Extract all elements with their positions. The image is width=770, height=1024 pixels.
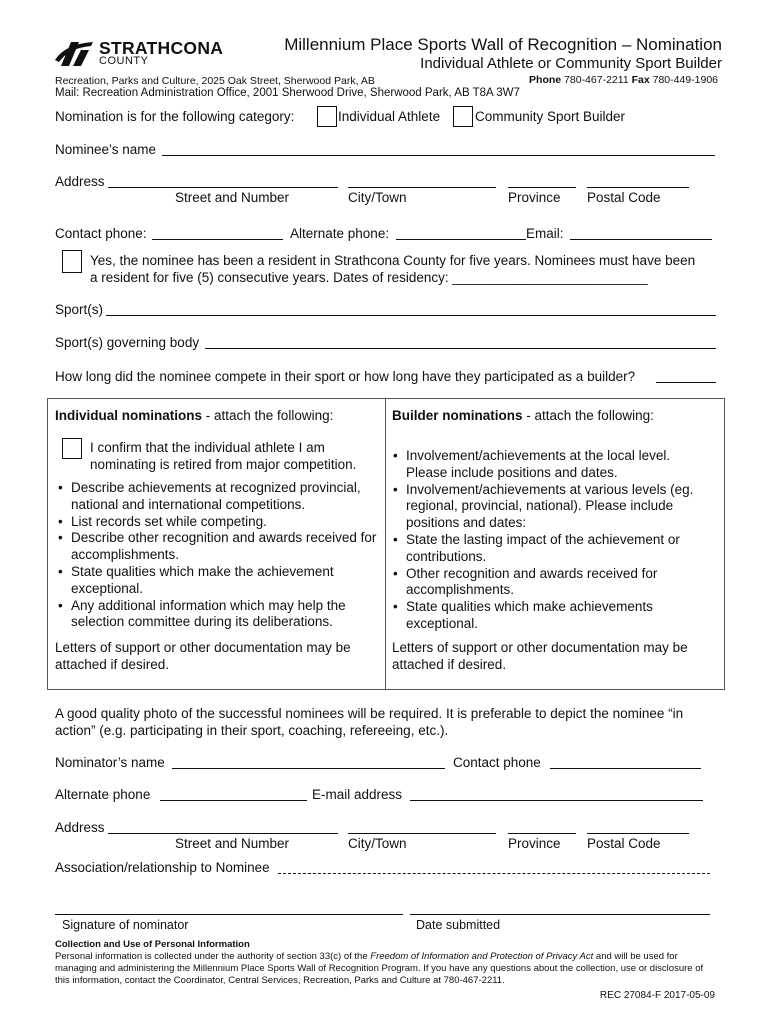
residency-text-line1: Yes, the nominee has been a resident in Strathcona County for five years. Nominees must have been (90, 253, 696, 268)
nominee-contact-phone-field[interactable] (152, 239, 283, 240)
retired-confirm-line2: nominating is retired from major competition. (90, 457, 357, 472)
nominee-postal-caption: Postal Code (587, 190, 661, 205)
nominee-city-field[interactable] (348, 187, 496, 188)
nominator-contact-phone-field[interactable] (550, 768, 701, 769)
signature-field[interactable] (55, 914, 403, 915)
nominee-province-caption: Province (508, 190, 561, 205)
fax-number: 780-449-1906 (652, 74, 718, 86)
privacy-text-after: and will be used for managing and administering the Millennium Place Sports Wall of Recognition Program. If you have any questions about the collection, use or disclosure of this information, contact the Coordinator, Central Services, Recreation, Parks and Culture at 780-467-2211. (55, 951, 704, 986)
phone-fax (529, 74, 718, 86)
retired-confirm-line1: I confirm that the individual athlete I am (90, 440, 325, 455)
association-label: Association/relationship to Nominee (55, 860, 270, 875)
individual-athlete-checkbox[interactable] (317, 106, 337, 127)
phone-number: 780-467-2211 (564, 74, 629, 86)
builder-bullet: • Involvement/achievements at various levels (eg. regional, provincial, national). Please include positions and dates: (390, 482, 715, 532)
logo-mark-icon (55, 38, 95, 68)
nominee-alternate-phone-label: Alternate phone: (290, 226, 390, 241)
nominee-alternate-phone-field[interactable] (396, 239, 526, 240)
nominator-address-label: Address (55, 820, 105, 835)
builder-bullet: • Involvement/achievements at the local level. Please include positions and dates. (390, 448, 715, 482)
nominee-email-label: Email: (526, 226, 564, 241)
nominator-contact-phone-label: Contact phone (453, 755, 541, 770)
individual-heading (55, 408, 333, 423)
builder-bullets (390, 448, 715, 633)
nominator-street-caption: Street and Number (175, 836, 290, 851)
category-label: Nomination is for the following category: (55, 109, 295, 124)
individual-athlete-label: Individual Athlete (338, 109, 441, 124)
individual-heading-rest: - attach the following: (202, 408, 334, 423)
fax-label: Fax (631, 74, 650, 86)
nominee-email-field[interactable] (570, 239, 712, 240)
nominee-address-label: Address (55, 174, 105, 189)
individual-bullet: • Any additional information which may help the selection committee during its deliberations. (55, 598, 380, 632)
builder-heading-rest: - attach the following: (522, 408, 654, 423)
nominee-postal-field[interactable] (587, 187, 689, 188)
nominator-city-field[interactable] (348, 833, 496, 834)
residency-text-line2: a resident for five (5) consecutive years. Dates of residency: __________________________ (90, 270, 648, 285)
form-code: REC 27084-F 2017-05-09 (599, 990, 715, 1001)
governing-body-label: Sport(s) governing body (55, 335, 200, 350)
privacy-text (55, 951, 720, 987)
nominator-name-label: Nominator’s name (55, 755, 165, 770)
table-divider (385, 398, 386, 689)
strathcona-logo (55, 38, 245, 70)
privacy-heading: Collection and Use of Personal Information (55, 939, 250, 950)
nominee-name-field[interactable] (162, 155, 715, 156)
logo-text-strathcona: STRATHCONA (99, 38, 224, 58)
date-submitted-caption: Date submitted (416, 918, 501, 932)
builder-heading (392, 408, 654, 423)
individual-bullet: • State qualities which make the achievement exceptional. (55, 564, 380, 598)
nominator-alternate-phone-field[interactable] (160, 800, 307, 801)
nominee-street-field[interactable] (108, 187, 338, 188)
community-builder-label: Community Sport Builder (475, 109, 626, 124)
form-title: Millennium Place Sports Wall of Recognition – Nomination (284, 35, 722, 54)
individual-letters-note: Letters of support or other documentation may be attached if desired. (55, 640, 351, 672)
nominee-street-caption: Street and Number (175, 190, 290, 205)
date-submitted-field[interactable] (410, 914, 710, 915)
builder-bullet: • State qualities which make achievements exceptional. (390, 599, 715, 633)
logo-text-county: COUNTY (99, 55, 149, 67)
signature-caption: Signature of nominator (62, 918, 189, 932)
builder-bullet: • Other recognition and awards received for accomplishments. (390, 566, 715, 600)
builder-heading-bold: Builder nominations (392, 408, 523, 423)
nominator-city-caption: City/Town (348, 836, 407, 851)
community-builder-checkbox[interactable] (453, 106, 473, 127)
privacy-act-name: Freedom of Information and Protection of Privacy Act (370, 951, 594, 962)
governing-body-field[interactable] (205, 348, 716, 349)
association-field[interactable] (278, 873, 710, 874)
nominator-alternate-phone-label: Alternate phone (55, 787, 151, 802)
nominee-province-field[interactable] (508, 187, 576, 188)
individual-bullet: • Describe other recognition and awards received for accomplishments. (55, 530, 380, 564)
sports-label: Sport(s) (55, 302, 104, 317)
nominator-postal-caption: Postal Code (587, 836, 661, 851)
residency-checkbox[interactable] (62, 250, 82, 273)
individual-bullets (55, 480, 380, 631)
builder-letters-note: Letters of support or other documentation may be attached if desired. (392, 640, 688, 672)
individual-bullet: • List records set while competing. (55, 514, 380, 531)
nominator-name-field[interactable] (172, 768, 445, 769)
nominator-postal-field[interactable] (587, 833, 689, 834)
form-subtitle: Individual Athlete or Community Sport Builder (420, 55, 722, 72)
privacy-text-before: Personal information is collected under the authority of section 33(c) of the (55, 951, 371, 962)
mail-address: Mail: Recreation Administration Office, 2001 Sherwood Drive, Sherwood Park, AB T8A 3W7 (55, 87, 520, 99)
builder-bullet: • State the lasting impact of the achievement or contributions. (390, 532, 715, 566)
nominee-city-caption: City/Town (348, 190, 407, 205)
nominator-email-field[interactable] (410, 800, 703, 801)
nominee-contact-phone-label: Contact phone: (55, 226, 147, 241)
nominator-email-label: E-mail address (312, 787, 403, 802)
nominator-province-field[interactable] (508, 833, 576, 834)
individual-bullet: • Describe achievements at recognized provincial, national and international competitions. (55, 480, 380, 514)
retired-confirm-checkbox[interactable] (62, 438, 82, 459)
photo-note: A good quality photo of the successful nominees will be required. It is preferable to depict the nominee “in action” (e.g. participating in their sport, coaching, refereeing, etc.). (55, 706, 684, 738)
office-address: Recreation, Parks and Culture, 2025 Oak Street, Sherwood Park, AB (55, 75, 375, 87)
individual-heading-bold: Individual nominations (55, 408, 203, 423)
sports-field[interactable] (106, 315, 716, 316)
how-long-field[interactable] (656, 382, 716, 383)
how-long-label: How long did the nominee compete in their sport or how long have they participated as a builder? (55, 369, 636, 384)
nominator-street-field[interactable] (108, 833, 338, 834)
nominee-name-label: Nominee’s name (55, 142, 157, 157)
nominator-province-caption: Province (508, 836, 561, 851)
phone-label: Phone (529, 74, 562, 86)
